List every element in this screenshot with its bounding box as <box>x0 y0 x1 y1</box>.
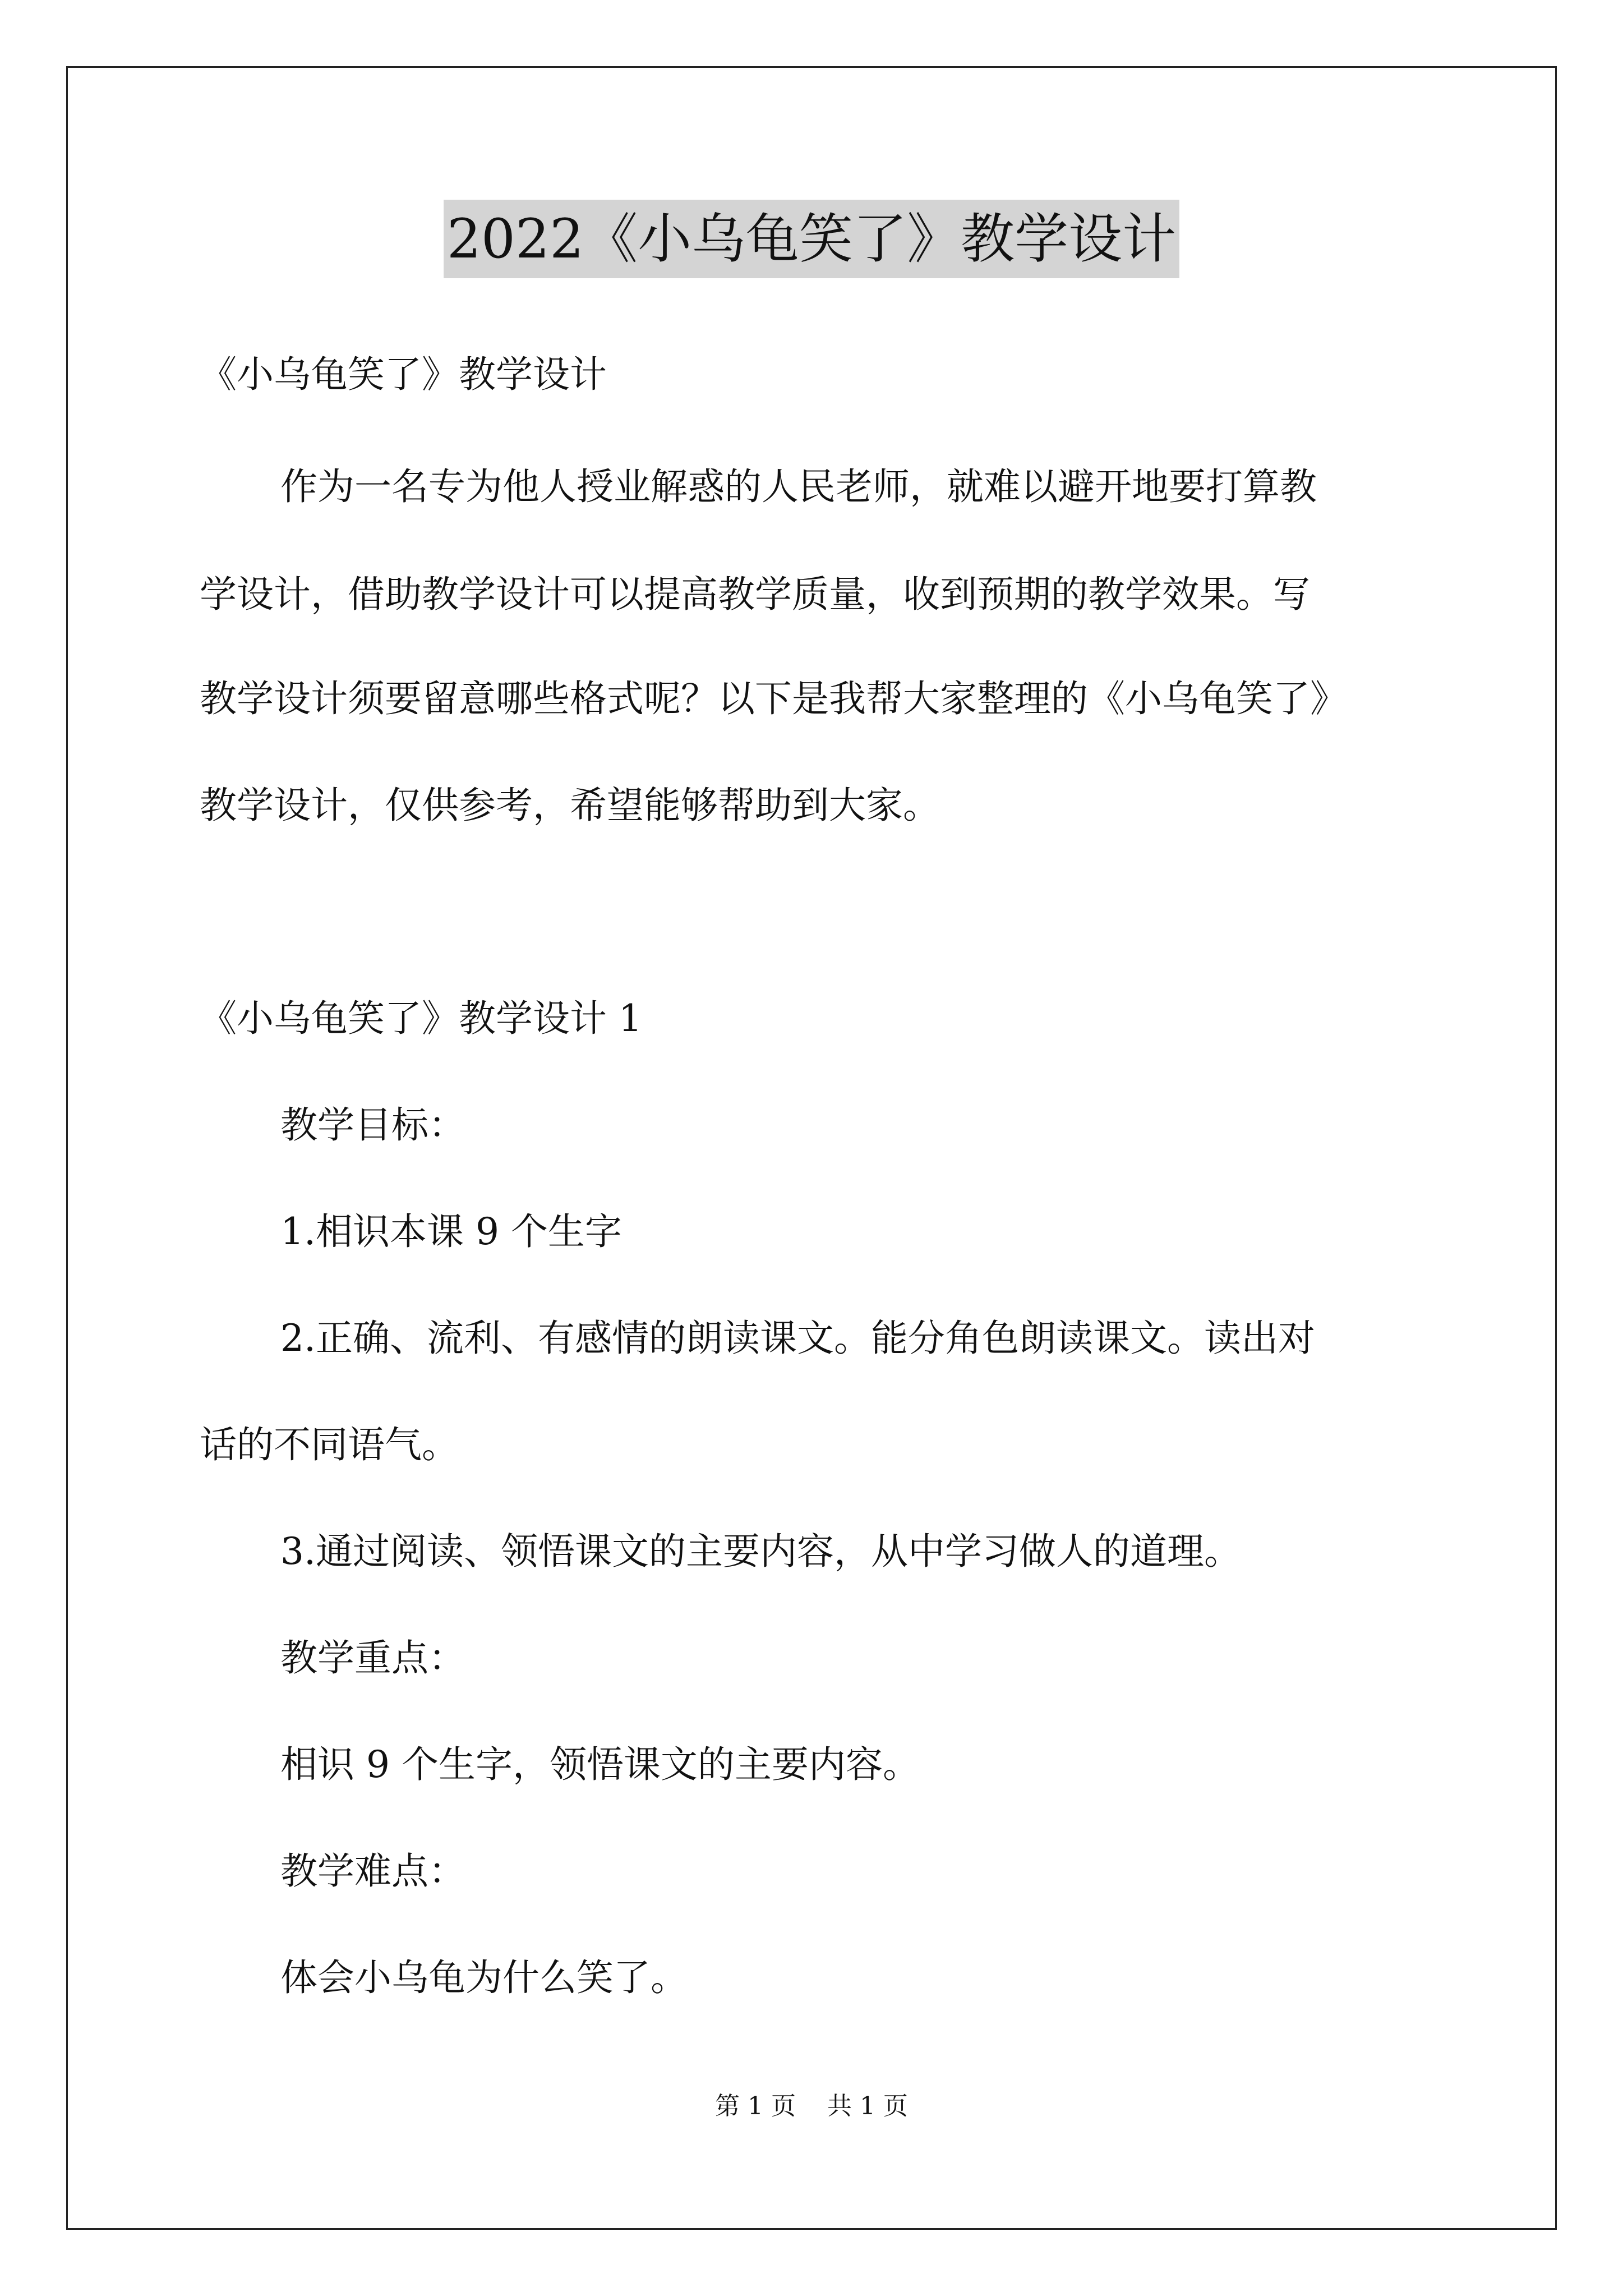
intro-line-3: 教学设计须要留意哪些格式呢？以下是我帮大家整理的《小乌龟笑了》 <box>200 677 1347 720</box>
objective-1: 1.相识本课 9 个生字 <box>280 1210 622 1253</box>
difficulties-label: 教学难点： <box>280 1849 465 1893</box>
intro-line-2: 学设计，借助教学设计可以提高教学质量，收到预期的教学效果。写 <box>200 573 1310 616</box>
objectives-label: 教学目标： <box>280 1103 465 1147</box>
title-container <box>0 200 1623 278</box>
intro-line-1: 作为一名专为他人授业解惑的人民老师，就难以避开地要打算教 <box>280 465 1317 508</box>
key-points: 相识 9 个生字，领悟课文的主要内容。 <box>280 1743 920 1786</box>
objective-3: 3.通过阅读、领悟课文的主要内容，从中学习做人的道理。 <box>280 1530 1241 1573</box>
document-title: 2022《小乌龟笑了》教学设计 <box>444 200 1179 278</box>
difficulties: 体会小乌龟为什么笑了。 <box>280 1956 688 1999</box>
objective-2-line-1: 2.正确、流利、有感情的朗读课文。能分角色朗读课文。读出对 <box>280 1317 1315 1360</box>
section-heading: 《小乌龟笑了》教学设计 1 <box>200 997 642 1040</box>
intro-line-4: 教学设计，仅供参考，希望能够帮助到大家。 <box>200 784 940 827</box>
key-points-label: 教学重点： <box>280 1636 465 1680</box>
page-number: 第 1 页 共 1 页 <box>715 2092 908 2120</box>
document-subtitle: 《小乌龟笑了》教学设计 <box>200 353 607 396</box>
objective-2-line-2: 话的不同语气。 <box>200 1423 459 1466</box>
